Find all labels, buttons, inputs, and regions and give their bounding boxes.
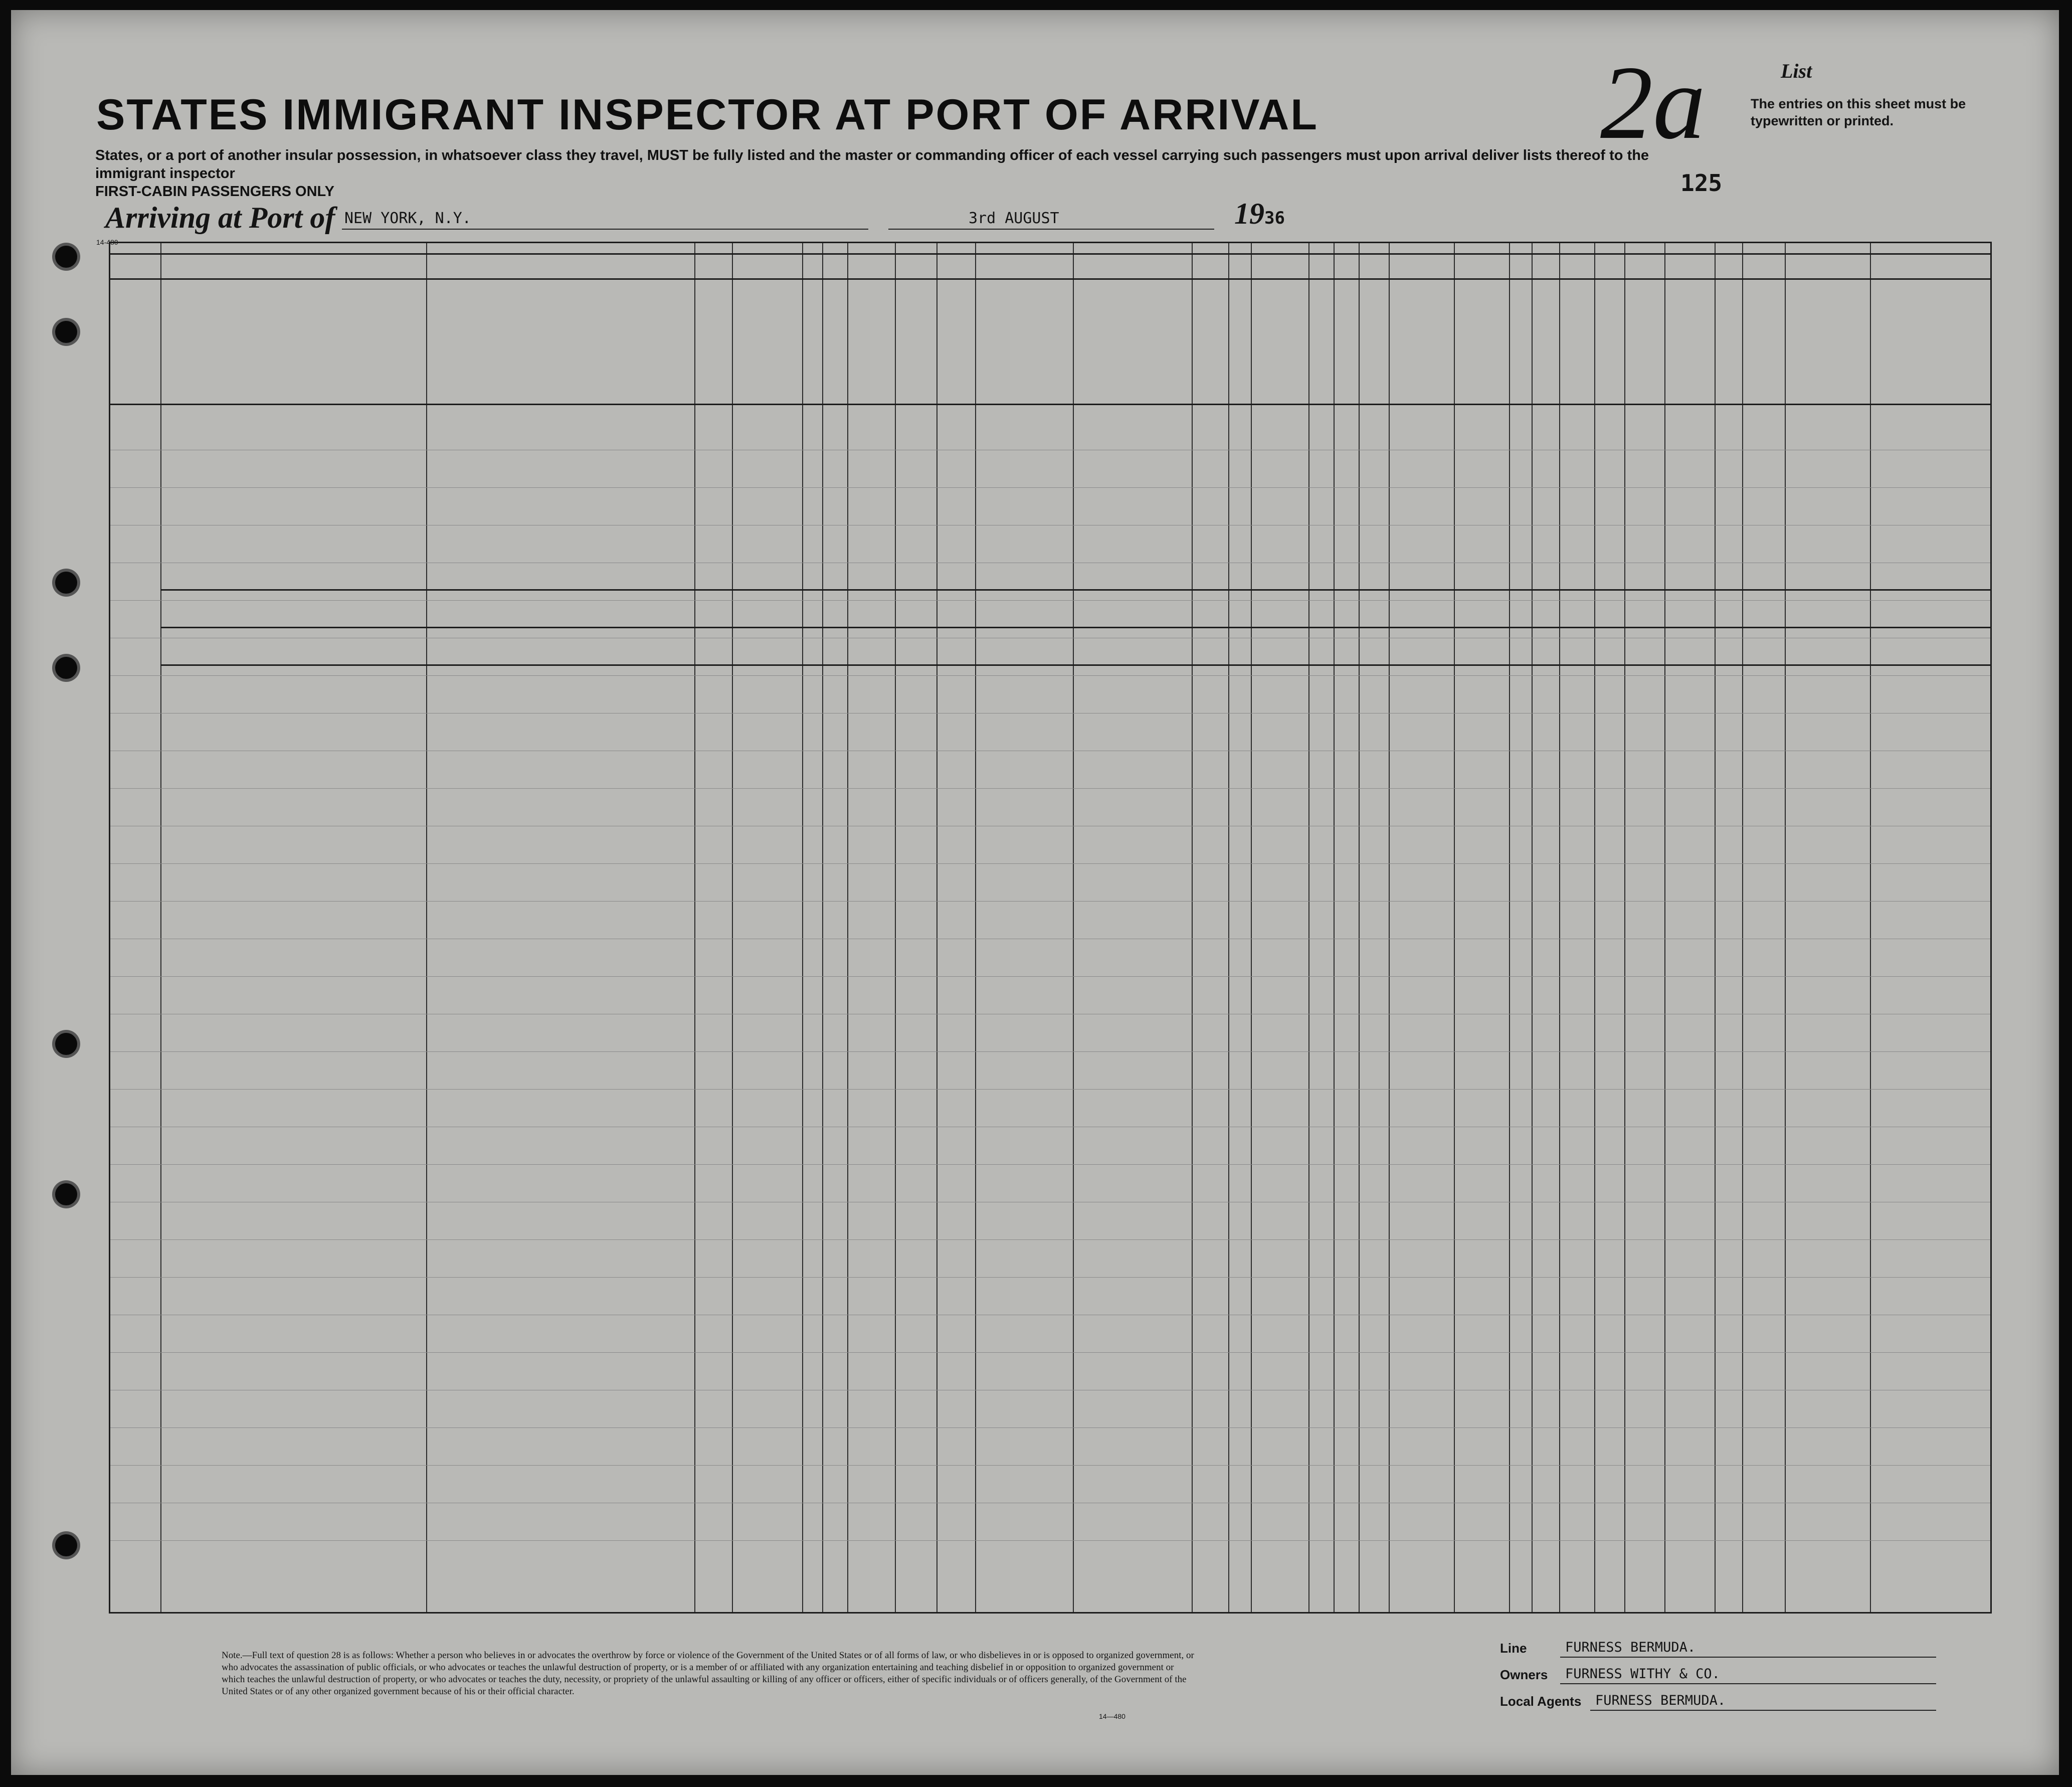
year-suffix: 36	[1264, 208, 1285, 228]
owners-value: FURNESS WITHY & CO.	[1565, 1666, 1720, 1682]
year-prefix: 19	[1234, 197, 1264, 230]
struck-line	[160, 589, 1990, 591]
row-divider	[110, 976, 1990, 977]
page-subtitle	[95, 146, 1649, 201]
row-divider	[110, 600, 1990, 601]
row-divider	[110, 1427, 1990, 1428]
owners-underline	[1560, 1683, 1936, 1684]
header-top-divider	[110, 253, 1990, 255]
agents-value: FURNESS BERMUDA.	[1595, 1693, 1726, 1708]
port-underline	[342, 229, 868, 230]
binder-hole	[55, 1033, 77, 1055]
header-bottom-divider	[110, 404, 1990, 405]
date-value: 3rd AUGUST	[969, 210, 1059, 227]
column-divider	[1251, 243, 1252, 1612]
column-header	[1311, 288, 1331, 399]
column-header	[805, 288, 820, 399]
column-divider	[1334, 243, 1335, 1612]
list-label: List	[1781, 60, 1812, 82]
year-value	[1234, 197, 1285, 231]
column-header	[1361, 288, 1386, 399]
column-divider	[802, 243, 803, 1612]
column-divider	[1785, 243, 1786, 1612]
line-label: Line	[1500, 1641, 1527, 1656]
owners-label: Owners	[1500, 1667, 1548, 1682]
column-divider	[1594, 243, 1595, 1612]
row-divider	[110, 1164, 1990, 1165]
column-header	[1534, 288, 1557, 399]
arriving-label: Arriving at Port of	[105, 201, 335, 234]
binder-hole	[55, 1534, 77, 1556]
line-underline	[1560, 1657, 1936, 1658]
manifest-sheet	[11, 10, 2059, 1775]
list-note: The entries on this sheet must be typewritten or printed.	[1751, 96, 1966, 128]
row-divider	[110, 1540, 1990, 1541]
row-divider	[110, 788, 1990, 789]
struck-line	[160, 627, 1990, 628]
row-divider	[110, 487, 1990, 488]
port-value: NEW YORK, N.Y.	[344, 210, 471, 227]
manifest-table	[109, 242, 1992, 1614]
agents-label: Local Agents	[1500, 1694, 1582, 1709]
agents-underline	[1590, 1710, 1936, 1711]
column-divider	[936, 243, 937, 1612]
date-underline	[888, 229, 1214, 230]
column-divider	[1389, 243, 1390, 1612]
row-divider	[110, 1089, 1990, 1090]
binder-hole	[55, 321, 77, 343]
form-code: 14—480	[1099, 1712, 1125, 1720]
form-number: 14-480	[96, 238, 118, 246]
row-divider	[110, 1465, 1990, 1466]
list-number: 2a	[1600, 45, 1706, 161]
binder-hole	[55, 572, 77, 594]
column-divider	[1192, 243, 1193, 1612]
column-header	[1394, 288, 1449, 399]
column-divider	[694, 243, 695, 1612]
page-title: STATES IMMIGRANT INSPECTOR AT PORT OF ARRIVAL	[96, 91, 1318, 139]
row-divider	[110, 675, 1990, 676]
struck-line	[160, 664, 1990, 666]
column-header	[1512, 288, 1529, 399]
row-divider	[110, 863, 1990, 864]
column-header	[1336, 288, 1356, 399]
column-divider	[1715, 243, 1716, 1612]
column-divider	[1359, 243, 1360, 1612]
line-value: FURNESS BERMUDA.	[1565, 1640, 1696, 1655]
row-divider	[110, 1277, 1990, 1278]
column-divider	[1228, 243, 1229, 1612]
class-line: FIRST-CABIN PASSENGERS ONLY	[95, 184, 334, 200]
column-divider	[1532, 243, 1533, 1612]
page-number: 125	[1680, 169, 1723, 197]
row-divider	[110, 1239, 1990, 1240]
column-divider	[895, 243, 896, 1612]
column-divider	[1559, 243, 1560, 1612]
column-number-divider	[110, 278, 1990, 280]
column-divider	[1454, 243, 1455, 1612]
column-divider	[822, 243, 823, 1612]
subtitle-text: States, or a port of another insular possession, in whatsoever class they travel, MUST be fully listed and the master or commanding officer of each vessel carrying such passengers must upon arrival deliver lists thereof to the immigrant inspector	[95, 147, 1649, 182]
binder-hole	[55, 657, 77, 679]
column-divider	[847, 243, 848, 1612]
column-divider	[1624, 243, 1625, 1612]
column-header	[699, 288, 729, 399]
column-divider	[732, 243, 733, 1612]
row-divider	[110, 1352, 1990, 1353]
column-divider	[426, 243, 427, 1612]
binder-hole	[55, 246, 77, 268]
column-divider	[1509, 243, 1510, 1612]
column-divider	[1664, 243, 1665, 1612]
binder-hole	[55, 1183, 77, 1205]
column-divider	[160, 243, 161, 1612]
row-divider	[110, 901, 1990, 902]
column-divider	[1870, 243, 1871, 1612]
row-divider	[110, 1051, 1990, 1052]
column-divider	[975, 243, 976, 1612]
column-divider	[1742, 243, 1743, 1612]
column-divider	[1308, 243, 1309, 1612]
column-header	[1459, 288, 1504, 399]
footnote: Note.—Full text of question 28 is as follows: Whether a person who believes in or advocates the overthrow by force or violence of the Government of the United States or of all forms of law, or who disbelieves in or is opposed to organized government, or who advocates the assassination of public officials, or who advocates or teaches the unlawful destruction of property, or is a member of or affiliated with any organization entertaining and teaching disbelief in or opposition to organized government or which teaches the unlawful destruction of property, or who advocates or teaches the duty, necessity, or propriety of the unlawful assaulting or killing of any officer or officers, either of specific individuals or of officers generally, of the Government of the United States or of any other organized government because of his or their official character.	[222, 1650, 1194, 1697]
column-divider	[1073, 243, 1074, 1612]
